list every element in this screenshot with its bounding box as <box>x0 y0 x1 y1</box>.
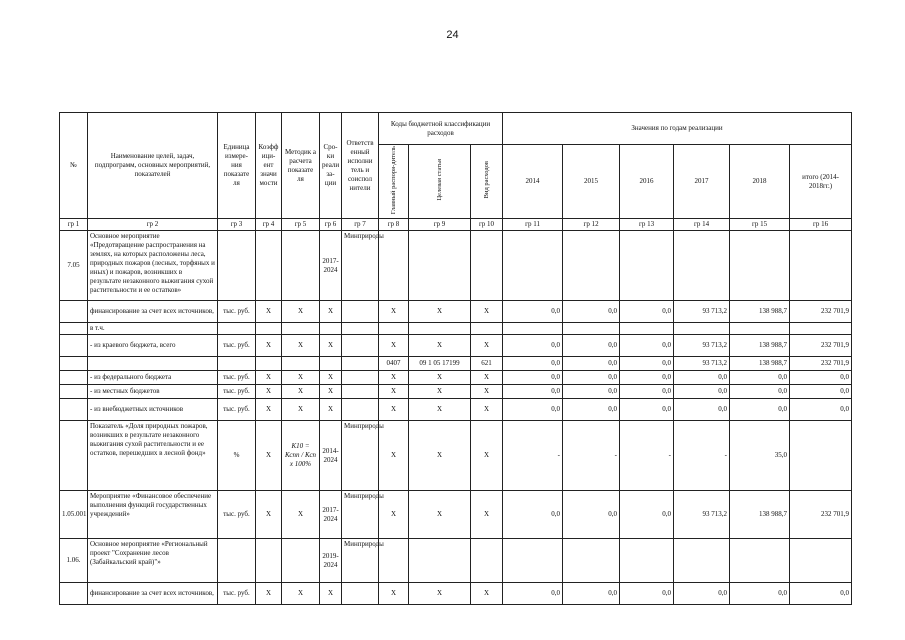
table-cell <box>320 357 342 371</box>
table-cell: 2014-2024 <box>320 421 342 491</box>
header-method: Методик а расчета показате ля <box>282 113 320 219</box>
table-cell: X <box>379 491 409 539</box>
table-row <box>60 323 852 335</box>
table-cell: тыс. руб. <box>218 301 256 323</box>
table-cell: Минприроды <box>342 539 379 583</box>
table-cell: 0,0 <box>730 371 790 385</box>
table-cell: X <box>320 335 342 357</box>
table-cell: - из краевого бюджета, всего <box>88 335 218 357</box>
table-cell <box>342 583 379 605</box>
table-row <box>60 399 852 421</box>
header-code-target <box>409 145 471 219</box>
table-cell <box>379 323 409 335</box>
table-cell: К10 = Кспп / Ксп х 100% <box>282 421 320 491</box>
table-cell <box>282 357 320 371</box>
table-cell: 2017-2024 <box>320 491 342 539</box>
table-cell: X <box>320 399 342 421</box>
table-cell <box>60 583 88 605</box>
header-no: № <box>60 113 88 219</box>
table-cell: 0,0 <box>674 583 730 605</box>
table-cell <box>60 357 88 371</box>
table-cell <box>256 231 282 301</box>
table-cell: - <box>620 421 674 491</box>
table-cell <box>563 323 620 335</box>
table-cell <box>60 421 88 491</box>
column-number: гр 7 <box>342 219 379 231</box>
table-cell: 0,0 <box>620 583 674 605</box>
header-code-target-text: Целевая статья <box>435 159 443 201</box>
table-cell: X <box>379 301 409 323</box>
table-cell <box>218 231 256 301</box>
table-cell <box>60 385 88 399</box>
table-cell <box>563 539 620 583</box>
table-cell: 7.05 <box>60 231 88 301</box>
table-cell: 0,0 <box>563 491 620 539</box>
table-row <box>60 385 852 399</box>
table-cell: X <box>471 301 503 323</box>
table-cell: 0,0 <box>563 583 620 605</box>
table-row <box>60 231 852 301</box>
table-cell: - из внебюджетных источников <box>88 399 218 421</box>
table-cell: X <box>379 385 409 399</box>
table-cell: финансирование за счет всех источников, <box>88 301 218 323</box>
table-cell: 0,0 <box>620 335 674 357</box>
table-cell: 0,0 <box>503 385 563 399</box>
table-cell: X <box>379 421 409 491</box>
header-year: 2016 <box>620 145 674 219</box>
table-cell: X <box>256 421 282 491</box>
table-cell: 0,0 <box>620 371 674 385</box>
table-cell: 0,0 <box>674 371 730 385</box>
table-cell: 0,0 <box>790 583 852 605</box>
table-cell <box>256 539 282 583</box>
table-cell <box>342 385 379 399</box>
table-cell: - <box>563 421 620 491</box>
table-cell <box>409 539 471 583</box>
table-cell: тыс. руб. <box>218 371 256 385</box>
table-cell: - <box>503 421 563 491</box>
column-number: гр 2 <box>88 219 218 231</box>
table-cell: 1.06. <box>60 539 88 583</box>
table-cell: 0,0 <box>503 371 563 385</box>
table-cell: X <box>409 583 471 605</box>
table-cell <box>674 323 730 335</box>
table-cell: X <box>282 385 320 399</box>
table-cell <box>790 421 852 491</box>
header-code-type-text: Вид расходов <box>482 161 490 199</box>
table-cell: X <box>282 491 320 539</box>
table-cell <box>471 539 503 583</box>
table-cell: 621 <box>471 357 503 371</box>
table-cell: X <box>282 399 320 421</box>
table-cell: тыс. руб. <box>218 583 256 605</box>
table-cell: X <box>379 583 409 605</box>
column-number: гр 10 <box>471 219 503 231</box>
header-responsible: Ответств енный исполни тель и соиспол нители <box>342 113 379 219</box>
table-cell: X <box>471 371 503 385</box>
table-cell: 0,0 <box>730 385 790 399</box>
table-cell <box>60 301 88 323</box>
table-cell <box>409 231 471 301</box>
table-cell: Минприроды <box>342 491 379 539</box>
table-cell: Показатель «Доля природных пожаров, возникших в результате незаконного выжигания сухой растительности и ее остатков, перешедших в лесной фонд» <box>88 421 218 491</box>
header-code-gl-text: Главный распоря-дитель <box>389 146 397 215</box>
table-cell: 0407 <box>379 357 409 371</box>
table-row <box>60 491 852 539</box>
table-cell: 0,0 <box>620 385 674 399</box>
table-cell <box>342 335 379 357</box>
table-cell: X <box>471 385 503 399</box>
table-cell: 0,0 <box>563 301 620 323</box>
table-cell: в т.ч. <box>88 323 218 335</box>
column-number: гр 1 <box>60 219 88 231</box>
table-cell <box>790 539 852 583</box>
table-cell: Основное мероприятие «Региональный проект "Сохранение лесов (Забайкальский край)"» <box>88 539 218 583</box>
table-cell: 138 988,7 <box>730 491 790 539</box>
table-cell: X <box>409 399 471 421</box>
header-codes-group: Коды бюджетной классификации расходов <box>379 113 503 145</box>
table-cell: 0,0 <box>503 335 563 357</box>
table-cell: 93 713,2 <box>674 301 730 323</box>
header-unit: Единица измере-ния показате ля <box>218 113 256 219</box>
table-cell <box>503 323 563 335</box>
table-cell: 0,0 <box>620 301 674 323</box>
table-cell: X <box>256 385 282 399</box>
table-cell <box>471 323 503 335</box>
table-cell <box>790 231 852 301</box>
header-terms: Сро-ки реали за-ции <box>320 113 342 219</box>
table-cell: X <box>282 371 320 385</box>
table-cell: 93 713,2 <box>674 357 730 371</box>
table-row <box>60 583 852 605</box>
table-cell <box>342 399 379 421</box>
table-cell: 0,0 <box>620 491 674 539</box>
header-coef: Коэфф ици-ент значи мости <box>256 113 282 219</box>
table-cell: 93 713,2 <box>674 491 730 539</box>
table-cell: X <box>471 491 503 539</box>
table-cell: X <box>409 421 471 491</box>
table-row <box>60 421 852 491</box>
table-cell: тыс. руб. <box>218 491 256 539</box>
table-cell <box>730 323 790 335</box>
table-cell: финансирование за счет всех источников, <box>88 583 218 605</box>
table-cell: 0,0 <box>563 371 620 385</box>
table-cell <box>379 231 409 301</box>
table-cell: 0,0 <box>674 399 730 421</box>
table-cell: 0,0 <box>790 371 852 385</box>
table-cell: X <box>471 421 503 491</box>
table-cell: 0,0 <box>620 357 674 371</box>
table-cell: X <box>409 385 471 399</box>
table-cell <box>256 357 282 371</box>
table-cell: Мероприятие «Финансовое обеспечение выполнения функций государственных учреждений» <box>88 491 218 539</box>
table-cell <box>563 231 620 301</box>
table-cell <box>320 323 342 335</box>
table-cell: Основное мероприятие «Предотвращение распространения на землях, на которых расположены леса, природных пожаров (лесных, торфяных и иных) и пожаров, возникших в результате незаконного выжигания сухой растительности и ее остатков» <box>88 231 218 301</box>
indicator-table <box>59 112 852 605</box>
header-year: 2015 <box>563 145 620 219</box>
column-number: гр 3 <box>218 219 256 231</box>
table-cell: 0,0 <box>563 357 620 371</box>
table-cell: X <box>409 301 471 323</box>
table-cell: 2017-2024 <box>320 231 342 301</box>
table-row <box>60 301 852 323</box>
table-cell <box>60 371 88 385</box>
column-number: гр 5 <box>282 219 320 231</box>
table-body <box>60 231 852 605</box>
table-cell: 0,0 <box>503 357 563 371</box>
table-cell: 09 1 05 17199 <box>409 357 471 371</box>
table-cell: X <box>471 583 503 605</box>
header-code-gl <box>379 145 409 219</box>
table-cell: X <box>282 301 320 323</box>
column-number: гр 9 <box>409 219 471 231</box>
header-values-group: Значения по годам реализации <box>503 113 852 145</box>
table-cell: X <box>256 335 282 357</box>
table-cell: Минприроды <box>342 421 379 491</box>
table-cell: 2019-2024 <box>320 539 342 583</box>
header-name: Наименование целей, задач, подпрограмм, основных мероприятий, показателей <box>88 113 218 219</box>
table-cell: - из местных бюджетов <box>88 385 218 399</box>
table-cell: 0,0 <box>620 399 674 421</box>
table-cell: X <box>256 301 282 323</box>
table-cell: 0,0 <box>563 335 620 357</box>
header-year: 2018 <box>730 145 790 219</box>
table-cell <box>256 323 282 335</box>
table-cell: 138 988,7 <box>730 357 790 371</box>
table-cell: 0,0 <box>730 399 790 421</box>
table-cell <box>620 539 674 583</box>
header-year: 2017 <box>674 145 730 219</box>
table-cell <box>790 323 852 335</box>
table-cell: 35,0 <box>730 421 790 491</box>
column-number: гр 13 <box>620 219 674 231</box>
table-cell <box>88 357 218 371</box>
table-cell: - <box>674 421 730 491</box>
table-cell <box>282 323 320 335</box>
table-cell: 138 988,7 <box>730 301 790 323</box>
column-number-row <box>60 219 852 231</box>
header-year: 2014 <box>503 145 563 219</box>
table-cell: тыс. руб. <box>218 385 256 399</box>
column-number: гр 8 <box>379 219 409 231</box>
table-cell: Минприроды <box>342 231 379 301</box>
table-cell <box>674 231 730 301</box>
table-cell <box>730 231 790 301</box>
table-cell: 93 713,2 <box>674 335 730 357</box>
column-number: гр 11 <box>503 219 563 231</box>
table-cell: 0,0 <box>503 399 563 421</box>
table-cell: X <box>409 491 471 539</box>
table-cell: 0,0 <box>790 385 852 399</box>
column-number: гр 12 <box>563 219 620 231</box>
table-cell <box>218 539 256 583</box>
table-cell <box>60 335 88 357</box>
table-cell: X <box>379 335 409 357</box>
header-code-type <box>471 145 503 219</box>
table-cell <box>218 357 256 371</box>
column-number: гр 16 <box>790 219 852 231</box>
table-cell <box>342 323 379 335</box>
table-row <box>60 539 852 583</box>
table-cell: 0,0 <box>674 385 730 399</box>
table-cell: X <box>471 335 503 357</box>
page-number: 24 <box>446 29 459 41</box>
table-cell <box>674 539 730 583</box>
table-cell: 138 988,7 <box>730 335 790 357</box>
table-cell: X <box>256 583 282 605</box>
table-cell: X <box>320 583 342 605</box>
table-cell <box>620 231 674 301</box>
column-number: гр 4 <box>256 219 282 231</box>
column-number: гр 14 <box>674 219 730 231</box>
table-cell: X <box>320 371 342 385</box>
table-row <box>60 335 852 357</box>
column-number: гр 15 <box>730 219 790 231</box>
table-cell: X <box>282 583 320 605</box>
table-cell: X <box>282 335 320 357</box>
table-cell: - из федерального бюджета <box>88 371 218 385</box>
table-row <box>60 357 852 371</box>
table-cell: X <box>320 385 342 399</box>
table-cell: тыс. руб. <box>218 399 256 421</box>
table-cell: % <box>218 421 256 491</box>
table-cell: 0,0 <box>503 583 563 605</box>
table-cell: X <box>320 301 342 323</box>
table-cell: 0,0 <box>563 385 620 399</box>
table-cell <box>342 357 379 371</box>
table-cell <box>503 539 563 583</box>
table-cell <box>282 539 320 583</box>
table-row <box>60 371 852 385</box>
column-number: гр 6 <box>320 219 342 231</box>
table-cell <box>471 231 503 301</box>
table-cell: 0,0 <box>563 399 620 421</box>
table-cell <box>730 539 790 583</box>
table-cell: X <box>379 399 409 421</box>
table-cell: 1.05.001 <box>60 491 88 539</box>
table-cell: X <box>256 491 282 539</box>
table-cell: 0,0 <box>790 399 852 421</box>
table-cell: 0,0 <box>730 583 790 605</box>
header-year-total: итого (2014-2018гг.) <box>790 145 852 219</box>
table-cell <box>409 323 471 335</box>
table-cell: X <box>379 371 409 385</box>
table-cell: 232 701,9 <box>790 335 852 357</box>
table-cell: тыс. руб. <box>218 335 256 357</box>
table-cell: 232 701,9 <box>790 491 852 539</box>
table-cell: 232 701,9 <box>790 357 852 371</box>
table-cell <box>342 371 379 385</box>
table-cell: X <box>256 399 282 421</box>
table-cell <box>218 323 256 335</box>
table-cell <box>620 323 674 335</box>
table-cell: 0,0 <box>503 301 563 323</box>
table-cell: X <box>409 371 471 385</box>
table-cell: X <box>471 399 503 421</box>
table-cell: 232 701,9 <box>790 301 852 323</box>
table-cell <box>503 231 563 301</box>
table-cell: X <box>256 371 282 385</box>
table-cell <box>342 301 379 323</box>
table-cell <box>60 323 88 335</box>
table-cell <box>60 399 88 421</box>
table-cell: 0,0 <box>503 491 563 539</box>
table-cell: X <box>409 335 471 357</box>
table-cell <box>282 231 320 301</box>
